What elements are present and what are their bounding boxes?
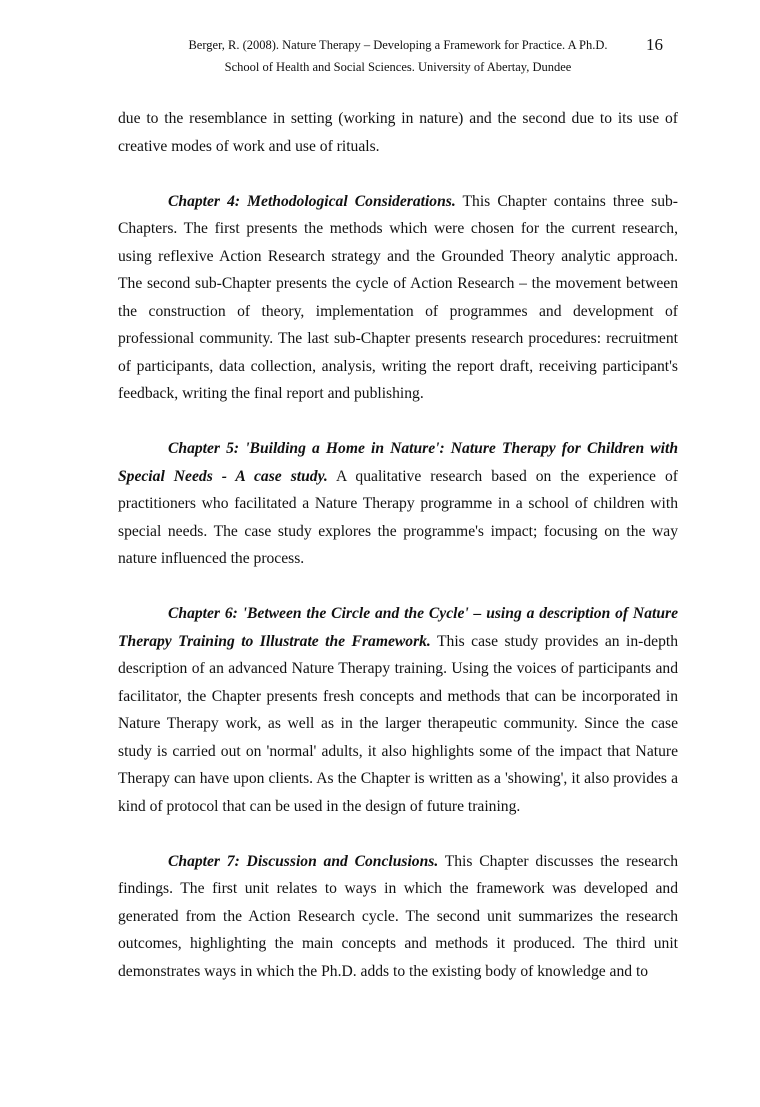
header-institution: School of Health and Social Sciences. University of Abertay, Dundee: [224, 60, 572, 74]
paragraph-text: This Chapter discusses the research findings. The first unit relates to ways in which the framework was developed and generated from the Action Research cycle. The second unit summarizes the research outcomes, highlighting the main concepts and methods it produced. The third unit demonstrates ways in which the Ph.D. adds to the existing body of knowledge and to: [118, 852, 679, 980]
chapter-heading: Chapter 5: 'Building a Home in Nature': Nature Therapy for Children with Special Needs - A case study.: [118, 440, 678, 485]
paragraph-chapter-7: [118, 848, 678, 986]
chapter-heading: Chapter 6: 'Between the Circle and the Cycle' – using a description of Nature Therapy Training to Illustrate the Framework.: [118, 605, 678, 650]
page-number: 16: [646, 35, 663, 54]
body-text: [118, 105, 678, 1013]
paragraph-continuation: [118, 105, 678, 160]
paragraph-text: due to the resemblance in setting (working in nature) and the second due to its use of creative modes of work and use of rituals.: [118, 110, 678, 155]
paragraph-text: This case study provides an in-depth description of an advanced Nature Therapy training. Using the voices of participants and facilitator, the Chapter presents fresh concepts and methods that can be incorporated in Nature Therapy work, as well as in the larger therapeutic community. Since the case study is carried out on 'normal' adults, it also highlights some of the impact that Nature Therapy can have upon clients. As the Chapter is written as a 'showing', it also provides a kind of protocol that can be used in the design of future training.: [118, 632, 679, 815]
paragraph-text: This Chapter contains three sub-Chapters. The first presents the methods which were chosen for the current research, using reflexive Action Research strategy and the Grounded Theory analytic approach. The second sub-Chapter presents the cycle of Action Research – the movement between the construction of theory, implementation of programmes and development of professional community. The last sub-Chapter presents research procedures: recruitment of participants, data collection, analysis, writing the report draft, receiving participant's feedback, writing the final report and publishing.: [118, 192, 678, 402]
chapter-heading: Chapter 4: Methodological Considerations.: [168, 192, 456, 210]
header-citation: Berger, R. (2008). Nature Therapy – Developing a Framework for Practice. A Ph.D.: [188, 38, 608, 52]
running-header: [118, 34, 678, 78]
paragraph-chapter-6: [118, 600, 678, 820]
paragraph-text: A qualitative research based on the experience of practitioners who facilitated a Nature Therapy programme in a school of children with special needs. The case study explores the programme's impact; focusing on the way nature influenced the process.: [118, 467, 678, 567]
paragraph-chapter-4: [118, 188, 678, 408]
paragraph-chapter-5: [118, 435, 678, 573]
chapter-heading: Chapter 7: Discussion and Conclusions.: [168, 852, 439, 870]
